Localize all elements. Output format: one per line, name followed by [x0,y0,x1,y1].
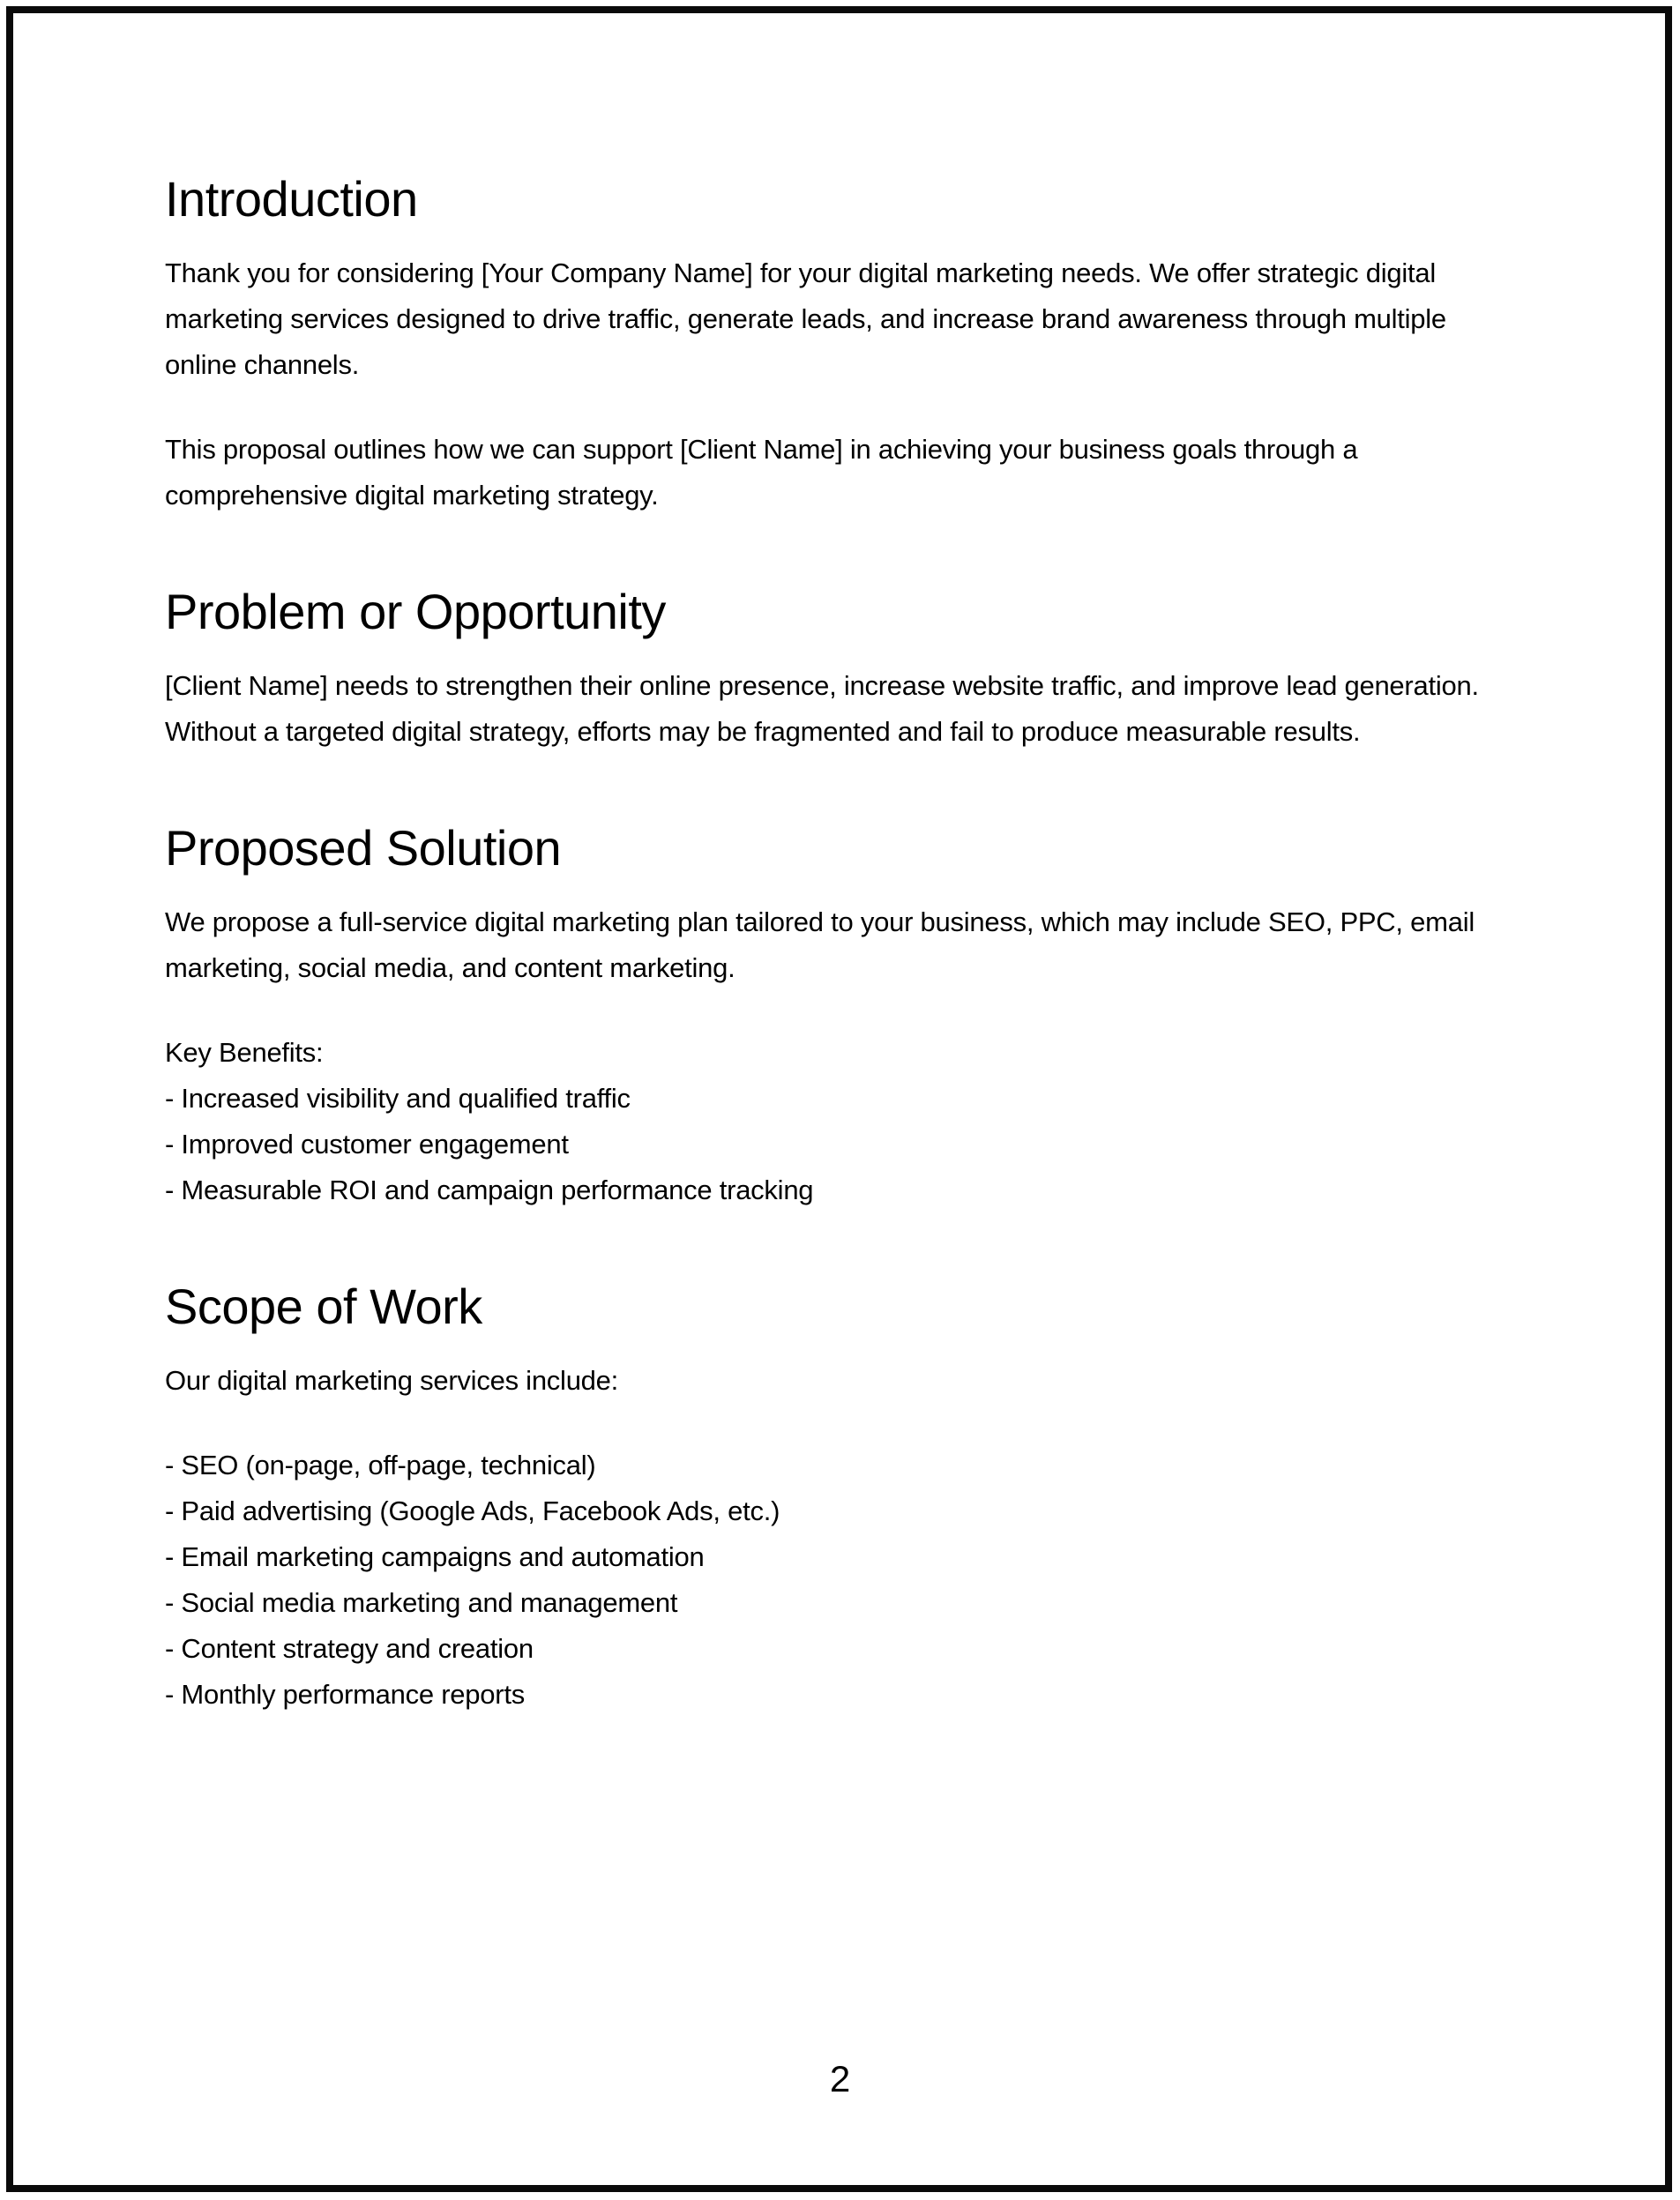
heading-problem-or-opportunity: Problem or Opportunity [165,584,666,639]
scope-item: - Monthly performance reports [165,1679,525,1710]
heading-proposed-solution: Proposed Solution [165,820,562,876]
scope-item: - Social media marketing and management [165,1587,678,1618]
scope-item: - Email marketing campaigns and automation [165,1541,705,1572]
heading-scope-of-work: Scope of Work [165,1279,482,1334]
scope-item: - Content strategy and creation [165,1633,534,1664]
key-benefits-label: Key Benefits: [165,1037,324,1068]
page-content [165,0,1521,1756]
benefit-item: - Increased visibility and qualified traffic [165,1083,631,1114]
section-introduction [165,168,1521,518]
scope-item: - SEO (on-page, off-page, technical) [165,1450,596,1480]
introduction-paragraph-2: This proposal outlines how we can support [Client Name] in achieving your business goals through a comprehensive digital marketing strategy. [165,434,1358,511]
section-problem-or-opportunity [165,580,1521,755]
solution-paragraph-1: We propose a full-service digital marketing plan tailored to your business, which may include SEO, PPC, email marketing, social media, and content marketing. [165,906,1475,983]
scope-item: - Paid advertising (Google Ads, Facebook Ads, etc.) [165,1495,780,1526]
benefit-item: - Measurable ROI and campaign performance tracking [165,1175,814,1205]
scope-items-list [165,1443,1521,1718]
problem-paragraph-1: [Client Name] needs to strengthen their online presence, increase website traffic, and improve lead generation. Without a targeted digital strategy, efforts may be fragmented and fail to produce measurable results. [165,670,1479,747]
heading-introduction: Introduction [165,171,418,227]
benefit-item: - Improved customer engagement [165,1129,569,1160]
page-number: 2 [829,2058,851,2099]
section-proposed-solution [165,817,1521,1213]
scope-intro: Our digital marketing services include: [165,1365,619,1396]
introduction-paragraph-1: Thank you for considering [Your Company Name] for your digital marketing needs. We offer strategic digital marketing services designed to drive traffic, generate leads, and increase brand awareness through multiple online channels. [165,257,1446,380]
section-scope-of-work [165,1275,1521,1718]
key-benefits-list [165,1030,1521,1213]
